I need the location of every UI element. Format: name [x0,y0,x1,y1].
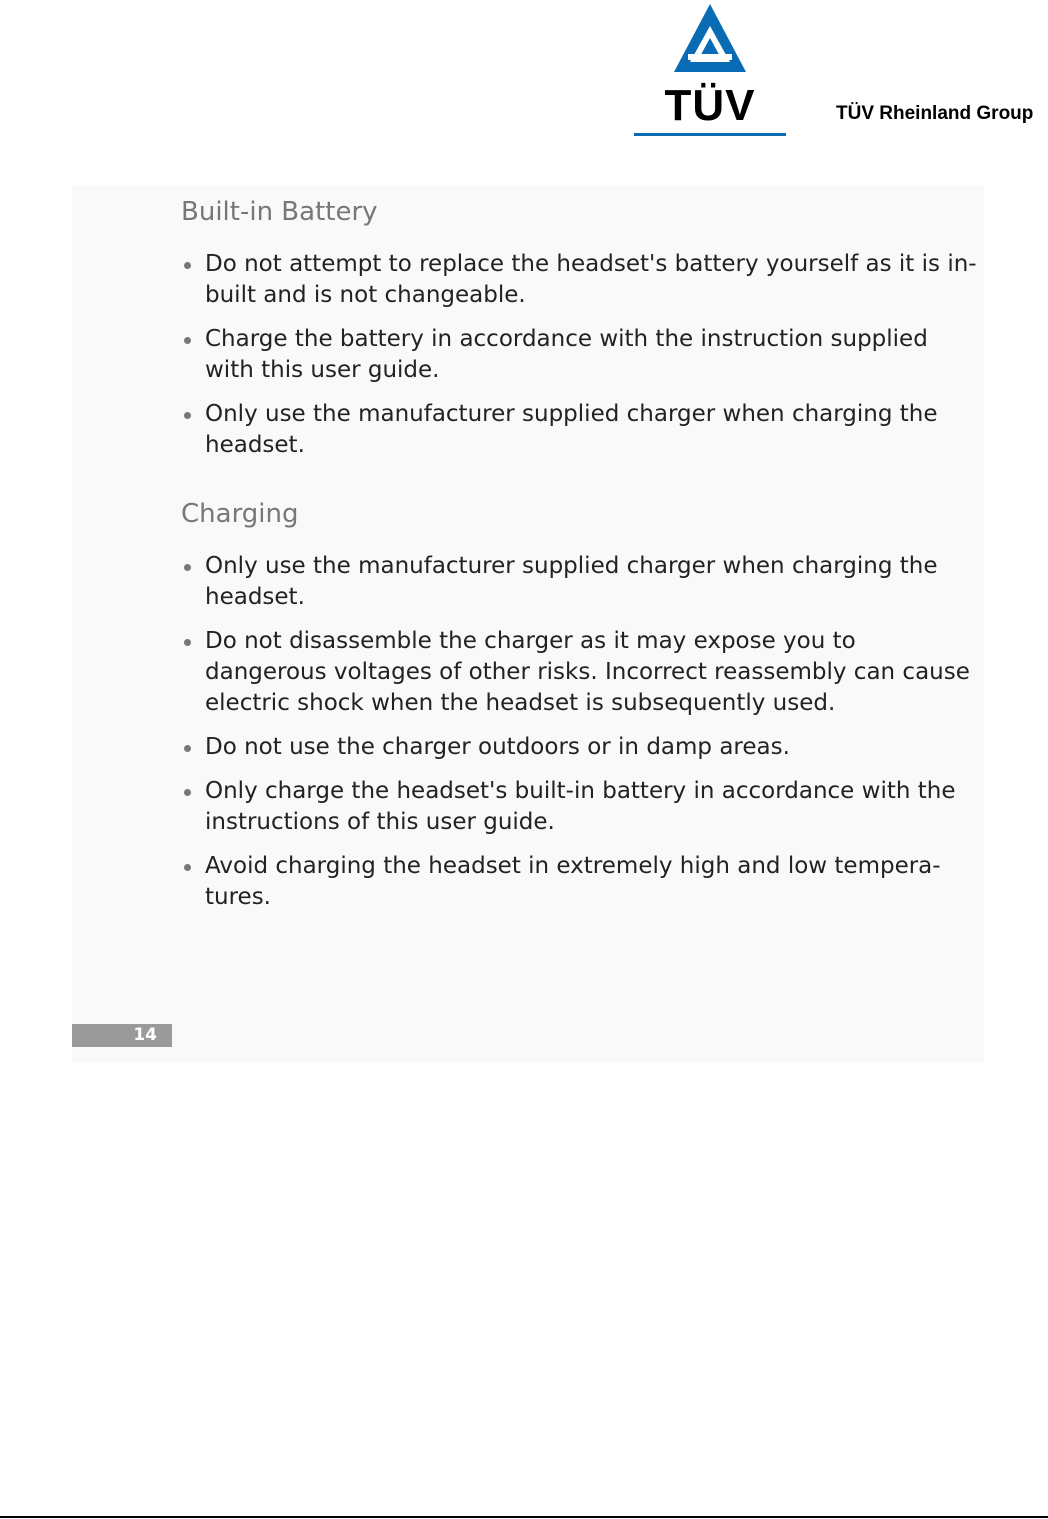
bullet-icon [184,745,191,752]
page-number: 14 [72,1024,172,1047]
bullet-icon [184,789,191,796]
list-item-text: Do not disassemble the charger as it may expose you to dangerous voltages of other risks. Incorrect reassembly can cause electric shock when the headset is subsequently used. [205,628,970,716]
tuv-triangle-icon [670,2,750,76]
list-item [181,851,981,913]
list-item-text: Only charge the headset's built-in battery in accordance with the instructions of this user guide. [205,778,956,835]
section-heading: Charging [181,499,299,529]
bullet-icon [184,262,191,269]
list-item [181,324,981,386]
list-item [181,249,981,311]
bullet-list [181,249,981,461]
bullet-icon [184,337,191,344]
bullet-icon [184,639,191,646]
bullet-icon [184,864,191,871]
list-item-text: Charge the battery in accordance with the instruction supplied with this user guide. [205,326,928,383]
tuv-logo [632,2,788,136]
list-item-text: Do not use the charger outdoors or in damp areas. [205,734,790,760]
section-heading: Built-in Battery [181,197,378,227]
list-item [181,776,981,838]
group-name: TÜV Rheinland Group [836,103,1034,124]
bottom-divider [0,1516,1048,1518]
section-built-in-battery [181,195,981,461]
bullet-list [181,551,981,913]
list-item-text: Do not attempt to replace the headset's battery yourself as it is in-built and is not changeable. [205,251,977,308]
list-item-text: Avoid charging the headset in extremely high and low tempera-tures. [205,853,941,910]
list-item [181,551,981,613]
list-item-text: Only use the manufacturer supplied charger when charging the headset. [205,553,938,610]
list-item [181,732,981,763]
list-item [181,399,981,461]
bullet-icon [184,412,191,419]
section-charging [181,497,981,913]
tuv-logo-text: TÜV [664,81,756,130]
list-item [181,626,981,719]
document-content [181,195,981,949]
list-item-text: Only use the manufacturer supplied charger when charging the headset. [205,401,938,458]
bullet-icon [184,564,191,571]
logo-underline [634,133,786,136]
